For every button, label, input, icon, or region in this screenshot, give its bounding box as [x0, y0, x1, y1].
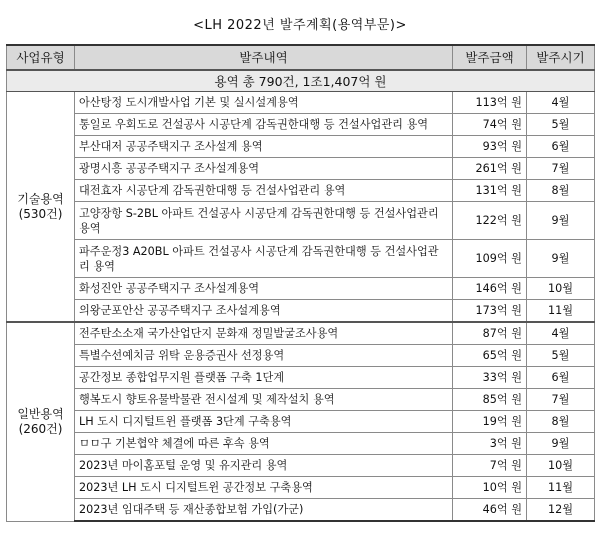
order-timing-cell: 10월	[527, 278, 595, 300]
table-row	[7, 180, 595, 202]
order-name-cell: 공간정보 종합업무지원 플랫폼 구축 1단계	[75, 367, 453, 389]
order-name-cell: 2023년 마이홈포털 운영 및 유지관리 용역	[75, 455, 453, 477]
table-row	[7, 499, 595, 522]
order-timing-cell: 5월	[527, 114, 595, 136]
order-timing-cell: 7월	[527, 158, 595, 180]
order-amount-cell: 113억 원	[453, 92, 527, 114]
table-row	[7, 389, 595, 411]
order-amount-cell: 65억 원	[453, 345, 527, 367]
order-name-cell: 2023년 LH 도시 디지털트윈 공간정보 구축용역	[75, 477, 453, 499]
table-row	[7, 240, 595, 278]
order-name-cell: 파주운정3 A20BL 아파트 건설공사 시공단계 감독권한대행 등 건설사업관리 용역	[75, 240, 453, 278]
document-title: <LH 2022년 발주계획(용역부문)>	[193, 18, 407, 33]
header-order-details: 발주내역	[75, 45, 453, 70]
business-type-name: 일반용역	[17, 406, 64, 421]
header-row	[7, 45, 595, 70]
order-name-cell: LH 도시 디지털트윈 플랫폼 3단계 구축용역	[75, 411, 453, 433]
order-name-cell: 전주탄소소재 국가산업단지 문화재 정밀발굴조사용역	[75, 322, 453, 345]
table-row	[7, 158, 595, 180]
table-row	[7, 367, 595, 389]
table-row	[7, 345, 595, 367]
header-business-type: 사업유형	[7, 45, 75, 70]
total-summary: 용역 총 790건, 1조1,407억 원	[7, 70, 595, 92]
business-type-count: (530건)	[18, 206, 63, 221]
table-row	[7, 136, 595, 158]
order-timing-cell: 12월	[527, 499, 595, 522]
order-amount-cell: 93억 원	[453, 136, 527, 158]
order-timing-cell: 4월	[527, 92, 595, 114]
order-amount-cell: 122억 원	[453, 202, 527, 240]
order-timing-cell: 8월	[527, 180, 595, 202]
order-timing-cell: 9월	[527, 240, 595, 278]
order-amount-cell: 10억 원	[453, 477, 527, 499]
table-row	[7, 92, 595, 114]
table-row	[7, 300, 595, 323]
order-name-cell: 대전효자 시공단계 감독권한대행 등 건설사업관리 용역	[75, 180, 453, 202]
table-row	[7, 202, 595, 240]
order-timing-cell: 6월	[527, 136, 595, 158]
order-amount-cell: 131억 원	[453, 180, 527, 202]
order-name-cell: 고양장항 S-2BL 아파트 건설공사 시공단계 감독권한대행 등 건설사업관리 용역	[75, 202, 453, 240]
order-amount-cell: 3억 원	[453, 433, 527, 455]
table-row	[7, 278, 595, 300]
order-name-cell: 통일로 우회도로 건설공사 시공단계 감독권한대행 등 건설사업관리 용역	[75, 114, 453, 136]
order-name-cell: 특별수선예치금 위탁 운용증권사 선정용역	[75, 345, 453, 367]
order-timing-cell: 8월	[527, 411, 595, 433]
table-row	[7, 322, 595, 345]
order-amount-cell: 173억 원	[453, 300, 527, 323]
order-timing-cell: 10월	[527, 455, 595, 477]
business-type-name: 기술용역	[17, 191, 64, 206]
order-timing-cell: 5월	[527, 345, 595, 367]
order-name-cell: ㅁㅁ구 기본협약 체결에 따른 후속 용역	[75, 433, 453, 455]
order-amount-cell: 146억 원	[453, 278, 527, 300]
table-row	[7, 114, 595, 136]
order-amount-cell: 7억 원	[453, 455, 527, 477]
header-order-amount: 발주금액	[453, 45, 527, 70]
total-row	[7, 70, 595, 92]
order-name-cell: 광명시흥 공공주택지구 조사설계용역	[75, 158, 453, 180]
order-amount-cell: 33억 원	[453, 367, 527, 389]
order-timing-cell: 7월	[527, 389, 595, 411]
order-name-cell: 행복도시 향토유물박물관 전시설계 및 제작설치 용역	[75, 389, 453, 411]
business-type-cell	[7, 92, 75, 323]
order-timing-cell: 6월	[527, 367, 595, 389]
order-amount-cell: 261억 원	[453, 158, 527, 180]
order-amount-cell: 19억 원	[453, 411, 527, 433]
procurement-plan-table	[6, 44, 595, 522]
order-name-cell: 아산탕정 도시개발사업 기본 및 실시설계용역	[75, 92, 453, 114]
table-row	[7, 433, 595, 455]
order-amount-cell: 46억 원	[453, 499, 527, 522]
order-amount-cell: 74억 원	[453, 114, 527, 136]
table-row	[7, 411, 595, 433]
order-timing-cell: 9월	[527, 433, 595, 455]
header-order-timing: 발주시기	[527, 45, 595, 70]
order-name-cell: 의왕군포안산 공공주택지구 조사설계용역	[75, 300, 453, 323]
order-amount-cell: 109억 원	[453, 240, 527, 278]
order-amount-cell: 87억 원	[453, 322, 527, 345]
business-type-cell	[7, 322, 75, 521]
order-amount-cell: 85억 원	[453, 389, 527, 411]
table-row	[7, 455, 595, 477]
order-name-cell: 화성진안 공공주택지구 조사설계용역	[75, 278, 453, 300]
order-name-cell: 부산대저 공공주택지구 조사설계 용역	[75, 136, 453, 158]
business-type-count: (260건)	[18, 421, 63, 436]
table-row	[7, 477, 595, 499]
order-timing-cell: 4월	[527, 322, 595, 345]
order-timing-cell: 11월	[527, 477, 595, 499]
order-timing-cell: 9월	[527, 202, 595, 240]
order-timing-cell: 11월	[527, 300, 595, 323]
order-name-cell: 2023년 임대주택 등 재산종합보험 가입(가군)	[75, 499, 453, 522]
